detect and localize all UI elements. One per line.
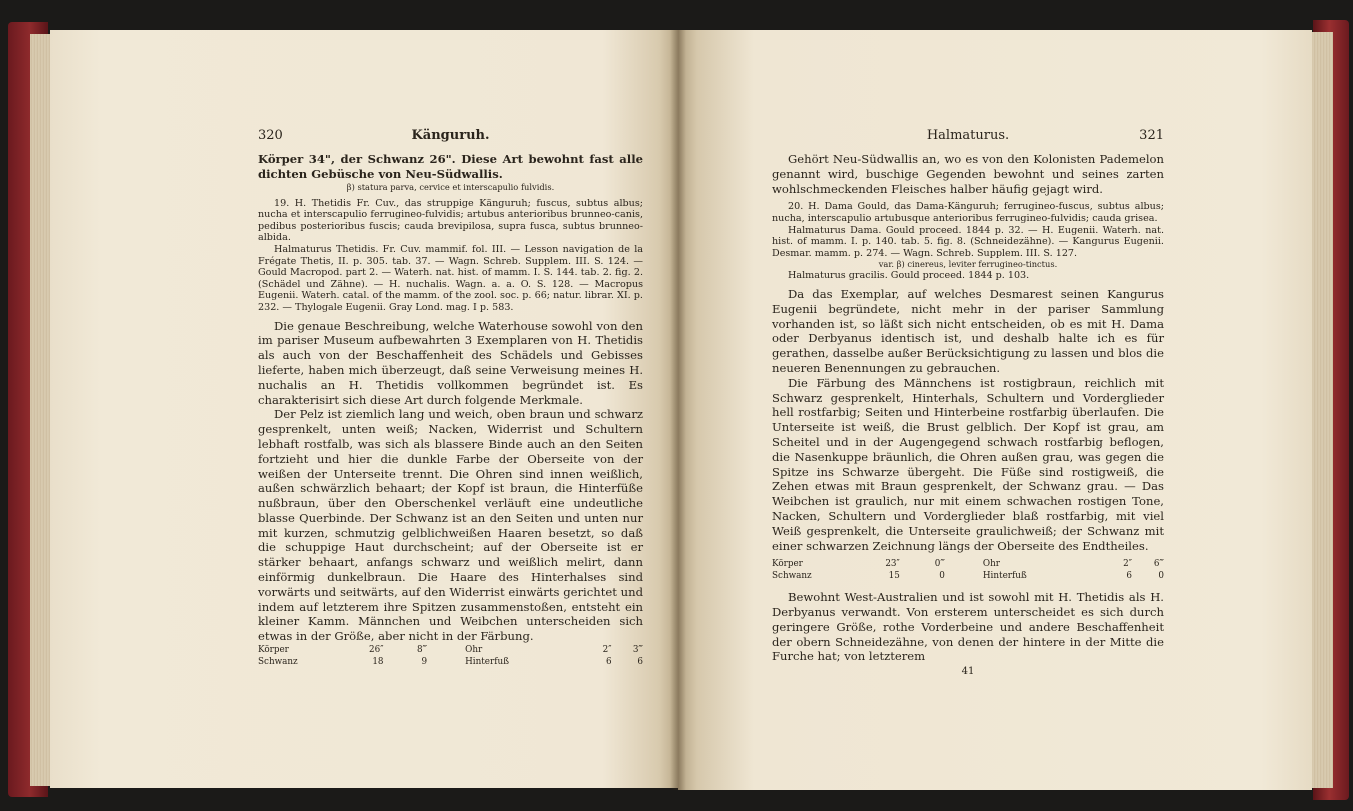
left-running-head: Känguruh. bbox=[411, 128, 490, 143]
measure-label: Körper bbox=[772, 559, 803, 570]
paragraph-habitat: Gehört Neu-Südwallis an, wo es von den Kolonisten Pademelon genannt wird, buschige Gegenden bewohnt und seines zarten wohlschmeckenden Fleisches halber häufig gejagt wird. bbox=[772, 152, 1164, 196]
measure-lines: 8‴ bbox=[416, 645, 428, 656]
measure-inches: 18 bbox=[372, 657, 384, 668]
measure-lines-2: 6 bbox=[637, 657, 643, 668]
measure-label: Schwanz bbox=[258, 657, 298, 668]
paragraph-description: Die genaue Beschreibung, welche Waterhouse sowohl von den im pariser Museum aufbewahrten 3 Exemplaren von H. Thetidis als auch von der Beschaffenheit des Schädels und Gebisses lieferte, haben mich überzeugt, daß seine Verweisung meines H. nuchalis an H. Thetidis vollkommen begründet ist. Es charakterisirt sich diese Art durch folgende Merkmale. bbox=[258, 318, 643, 407]
continuation-text: Körper 34", der Schwanz 26". Diese Art bewohnt fast alle dichten Gebüsche von Neu-Südwallis. bbox=[258, 152, 643, 181]
measurement-row bbox=[772, 558, 1164, 570]
right-running-head: Halmaturus. bbox=[926, 128, 1010, 143]
measure-inches-2: 2″ bbox=[1123, 559, 1132, 570]
measurements-table-right bbox=[772, 558, 1164, 582]
measure-label: Körper bbox=[258, 645, 289, 656]
right-text-column bbox=[772, 128, 1164, 677]
left-text-column bbox=[258, 128, 643, 668]
measure-label-2: Ohr bbox=[982, 559, 1000, 570]
measure-lines: 0‴ bbox=[934, 559, 945, 570]
measure-label-2: Ohr bbox=[465, 645, 483, 656]
left-page bbox=[50, 30, 678, 788]
species-heading-20: 20. H. Dama Gould, das Dama-Känguruh; ferrugineo-fuscus, subtus albus; nucha, interscapulio artubusque anterioribus ferrugineo-fulvidis; cauda grisea. bbox=[772, 201, 1164, 224]
measure-inches: 23″ bbox=[885, 559, 900, 570]
measure-label: Schwanz bbox=[772, 571, 812, 582]
measurement-row bbox=[772, 570, 1164, 582]
right-page-header bbox=[772, 128, 1164, 146]
species-heading-19: 19. H. Thetidis Fr. Cuv., das struppige Känguruh; fuscus, subtus albus; nucha et interscapulio ferrugineo-fulvidis; artubus anterioribus brunneo-canis, pedibus posterioribus fuscis; cauda brevipilosa, supra fusca, subtus brunneo-albida. bbox=[258, 197, 643, 244]
right-page-number: 321 bbox=[1139, 128, 1164, 143]
right-page bbox=[678, 30, 1312, 790]
signature-mark: 41 bbox=[961, 666, 975, 678]
variety-synonymy: Halmaturus gracilis. Gould proceed. 1844 p. 103. bbox=[788, 270, 1030, 282]
measurement-row bbox=[258, 656, 643, 668]
paragraph-range: Bewohnt West-Australien und ist sowohl mit H. Thetidis als H. Derbyanus verwandt. Von ersterem unterscheidet es sich durch geringere Größe, rothe Vorderbeine und andere Beschaffenheit der obern Schneidezähne, von denen der hintere in der Mitte die Furche hat; von letzterem bbox=[772, 590, 1164, 664]
measurement-row bbox=[258, 644, 643, 656]
measurements-table-left bbox=[258, 644, 643, 668]
measure-lines-2: 3‴ bbox=[632, 645, 643, 656]
paragraph-coloration: Die Färbung des Männchens ist rostigbraun, reichlich mit Schwarz gesprenkelt, Hinterhals, Schultern und Vorderglieder hell rostfarbig; Seiten und Hinterbeine rostfarbig überlaufen. Die Unterseite ist weiß, die Brust gelblich. Der Kopf ist grau, am Scheitel und in der Augengegend schwach rostfarbig beflogen, die Nasenkuppe bräunlich, die Ohren außen grau, was gegen die Spitze ins Schwarze übergeht. Die Füße sind rostigweiß, die Zehen etwas mit Braun gesprenkelt, der Schwanz grau. — Das Weibchen ist graulich, nur mit einem schwachen rostigen Tone, Nacken, Schultern und Vorderglieder blaß rostfarbig, mit viel Weiß gesprenkelt, die Unterseite graulichweiß; der Schwanz mit einer schwarzen Zeichnung längs der Oberseite des Endtheiles. bbox=[772, 375, 1164, 553]
measure-inches-2: 6 bbox=[1126, 571, 1132, 582]
book-gutter-shadow bbox=[670, 30, 686, 790]
paragraph-identity: Da das Exemplar, auf welches Desmarest seinen Kangurus Eugenii begründete, nicht mehr in der pariser Sammlung vorhanden ist, so läßt sich nicht entscheiden, ob es mit H. Dama oder Derbyanus identisch ist, und deshalb halte ich es für gerathen, dasselbe außer Berücksichtigung zu lassen und blos die neueren Benennungen zu gebrauchen. bbox=[772, 286, 1164, 375]
variety-description: var. β) cinereus, leviter ferrugineo-tinctus. bbox=[878, 259, 1058, 270]
measure-lines: 0 bbox=[939, 571, 945, 582]
variety-description: β) statura parva, cervice et interscapulio fulvidis. bbox=[346, 181, 555, 192]
measure-lines: 9 bbox=[421, 657, 428, 668]
measure-inches: 15 bbox=[888, 571, 900, 582]
paragraph-pelage: Der Pelz ist ziemlich lang und weich, oben braun und schwarz gesprenkelt, unten weiß; Nacken, Widerrist und Schultern lebhaft rostfalb, was sich als blassere Binde auch an den Seiten fortzieht und hier die dunkle Farbe der Oberseite von der weißen der Unterseite trennt. Die Ohren sind innen weißlich, außen schwärzlich behaart; der Kopf ist braun, die Hinterfüße nußbraun, über den Oberschenkel verläuft eine undeutliche blasse Querbinde. Der Schwanz ist an den Seiten und unten nur mit kurzen, schmutzig gelblichweißen Haaren besetzt, so daß die schuppige Haut durchscheint; auf der Oberseite ist er stärker behaart, anfangs schwarz und weißlich melirt, dann einförmig dunkelbraun. Die Haare des Hinterhalses sind vorwärts und seitwärts, auf den Widerrist einwärts gerichtet und indem auf letzterem ihre Spitzen zusammenstoßen, entsteht ein kleiner Kamm. Männchen und Weibchen unterscheiden sich etwas in der Größe, aber nicht in der Färbung. bbox=[258, 407, 643, 644]
left-page-number: 320 bbox=[258, 128, 283, 143]
species-synonymy-20: Halmaturus Dama. Gould proceed. 1844 p. 32. — H. Eugenii. Waterh. nat. hist. of mamm. I. p. 140. tab. 5. fig. 8. (Schneidezähne). — Kangurus Eugenii. Desmar. mamm. p. 274. — Wagn. Schreb. Supplem. III. S. 127. bbox=[772, 224, 1164, 259]
measure-label-2: Hinterfuß bbox=[465, 657, 510, 668]
left-page-header bbox=[258, 128, 643, 146]
measure-lines-2: 6‴ bbox=[1153, 559, 1164, 570]
species-synonymy-19: Halmaturus Thetidis. Fr. Cuv. mammif. fol. III. — Lesson navigation de la Frégate Thetis, II. p. 305. tab. 37. — Wagn. Schreb. Supplem. III. S. 124. — Gould Macropod. part 2. — Waterh. nat. hist. of mamm. I. S. 144. tab. 2. fig. 2. (Schädel und Zähne). — H. nuchalis. Wagn. a. a. O. S. 128. — Macropus Eugenii. Waterh. catal. of the mamm. of the zool. soc. p. 66; natur. librar. XI. p. 232. — Thylogale Eugenii. Gray Lond. mag. I p. 583. bbox=[258, 243, 643, 313]
measure-lines-2: 0 bbox=[1158, 571, 1164, 582]
measure-inches-2: 6 bbox=[605, 657, 612, 668]
measure-label-2: Hinterfuß bbox=[982, 571, 1027, 582]
measure-inches: 26″ bbox=[369, 645, 384, 656]
measure-inches-2: 2″ bbox=[602, 645, 612, 656]
